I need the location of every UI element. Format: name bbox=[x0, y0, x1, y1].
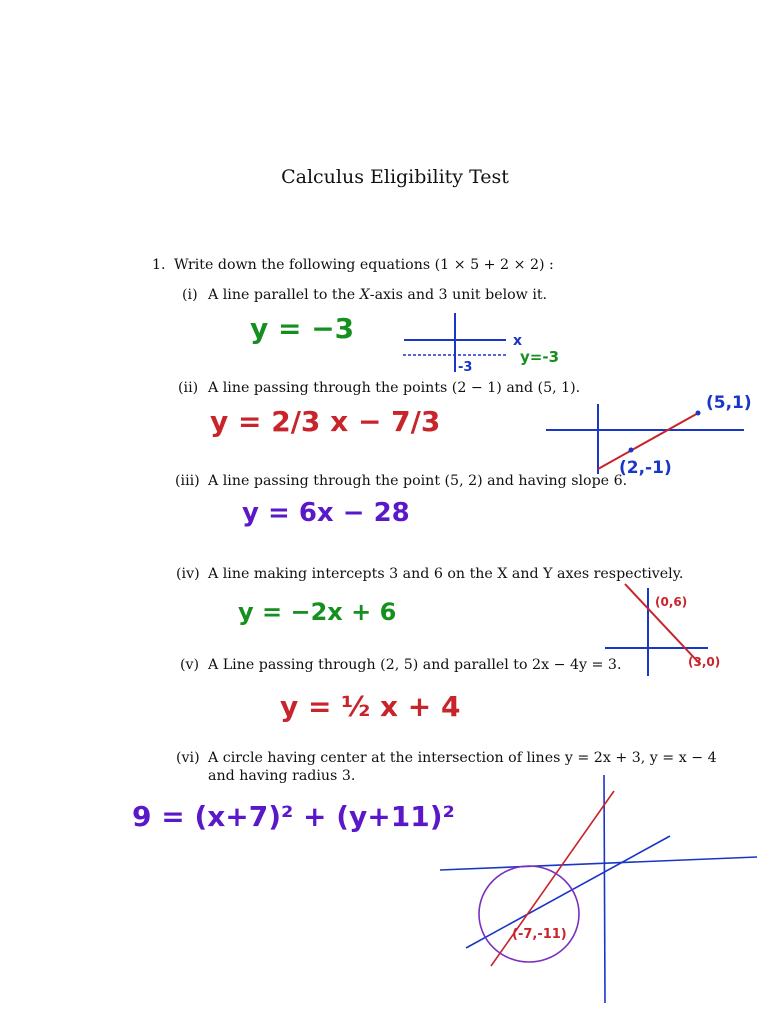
answer-ii: y = 2/3 x − 7/3 bbox=[210, 405, 441, 438]
question-number: 1. bbox=[152, 257, 166, 273]
item-number-iii: (iii) bbox=[175, 473, 200, 489]
sketch-i-x-label: x bbox=[513, 333, 523, 349]
sketch-ii-point-1 bbox=[696, 411, 701, 416]
question-text: Write down the following equations (1 × 5 + 2 × 2) : bbox=[174, 257, 554, 273]
page-title: Calculus Eligibility Test bbox=[281, 166, 509, 188]
sketch-ii bbox=[546, 393, 752, 478]
item-text-i: A line parallel to the X-axis and 3 unit below it. bbox=[208, 287, 548, 303]
item-text-vi-line1: A circle having center at the intersection of lines y = 2x + 3, y = x − 4 bbox=[208, 750, 717, 766]
item-text-iv: A line making intercepts 3 and 6 on the X and Y axes respectively. bbox=[208, 566, 684, 582]
item-number-i: (i) bbox=[182, 287, 198, 303]
sketch-ii-point-2 bbox=[629, 448, 634, 453]
item-text-vi-line2: and having radius 3. bbox=[208, 768, 356, 784]
answer-vi: 9 = (x+7)² + (y+11)² bbox=[132, 800, 455, 833]
item-number-v: (v) bbox=[180, 657, 200, 673]
sketch-iv-p1-label: (0,6) bbox=[655, 595, 688, 609]
sketch-i-eq-label: y=-3 bbox=[520, 348, 560, 366]
item-number-iv: (iv) bbox=[176, 566, 200, 582]
answer-v: y = ½ x + 4 bbox=[280, 690, 461, 723]
sketch-ii-p2-label: (2,-1) bbox=[619, 458, 672, 478]
answer-i: y = −3 bbox=[250, 312, 355, 345]
item-text-v: A Line passing through (2, 5) and parallel to 2x − 4y = 3. bbox=[208, 657, 622, 673]
sketch-i-neg3-label: -3 bbox=[458, 360, 473, 375]
sketch-iv-p2-label: (3,0) bbox=[688, 655, 721, 669]
sketch-i bbox=[403, 313, 559, 375]
sketch-vi-line-blue bbox=[466, 836, 670, 948]
item-text-ii: A line passing through the points (2 − 1) and (5, 1). bbox=[208, 380, 581, 396]
sketch-ii-p1-label: (5,1) bbox=[706, 393, 752, 413]
sketch-vi-y-axis bbox=[604, 775, 605, 1003]
sketch-vi bbox=[440, 775, 757, 1003]
answer-iii: y = 6x − 28 bbox=[242, 498, 410, 528]
item-text-iii: A line passing through the point (5, 2) and having slope 6. bbox=[208, 473, 628, 489]
item-number-vi: (vi) bbox=[176, 750, 200, 766]
item-number-ii: (ii) bbox=[178, 380, 199, 396]
sketch-vi-center-label: (-7,-11) bbox=[512, 927, 567, 942]
sketch-vi-x-axis bbox=[440, 857, 757, 870]
answer-iv: y = −2x + 6 bbox=[238, 598, 397, 626]
sketch-iv bbox=[605, 584, 720, 676]
